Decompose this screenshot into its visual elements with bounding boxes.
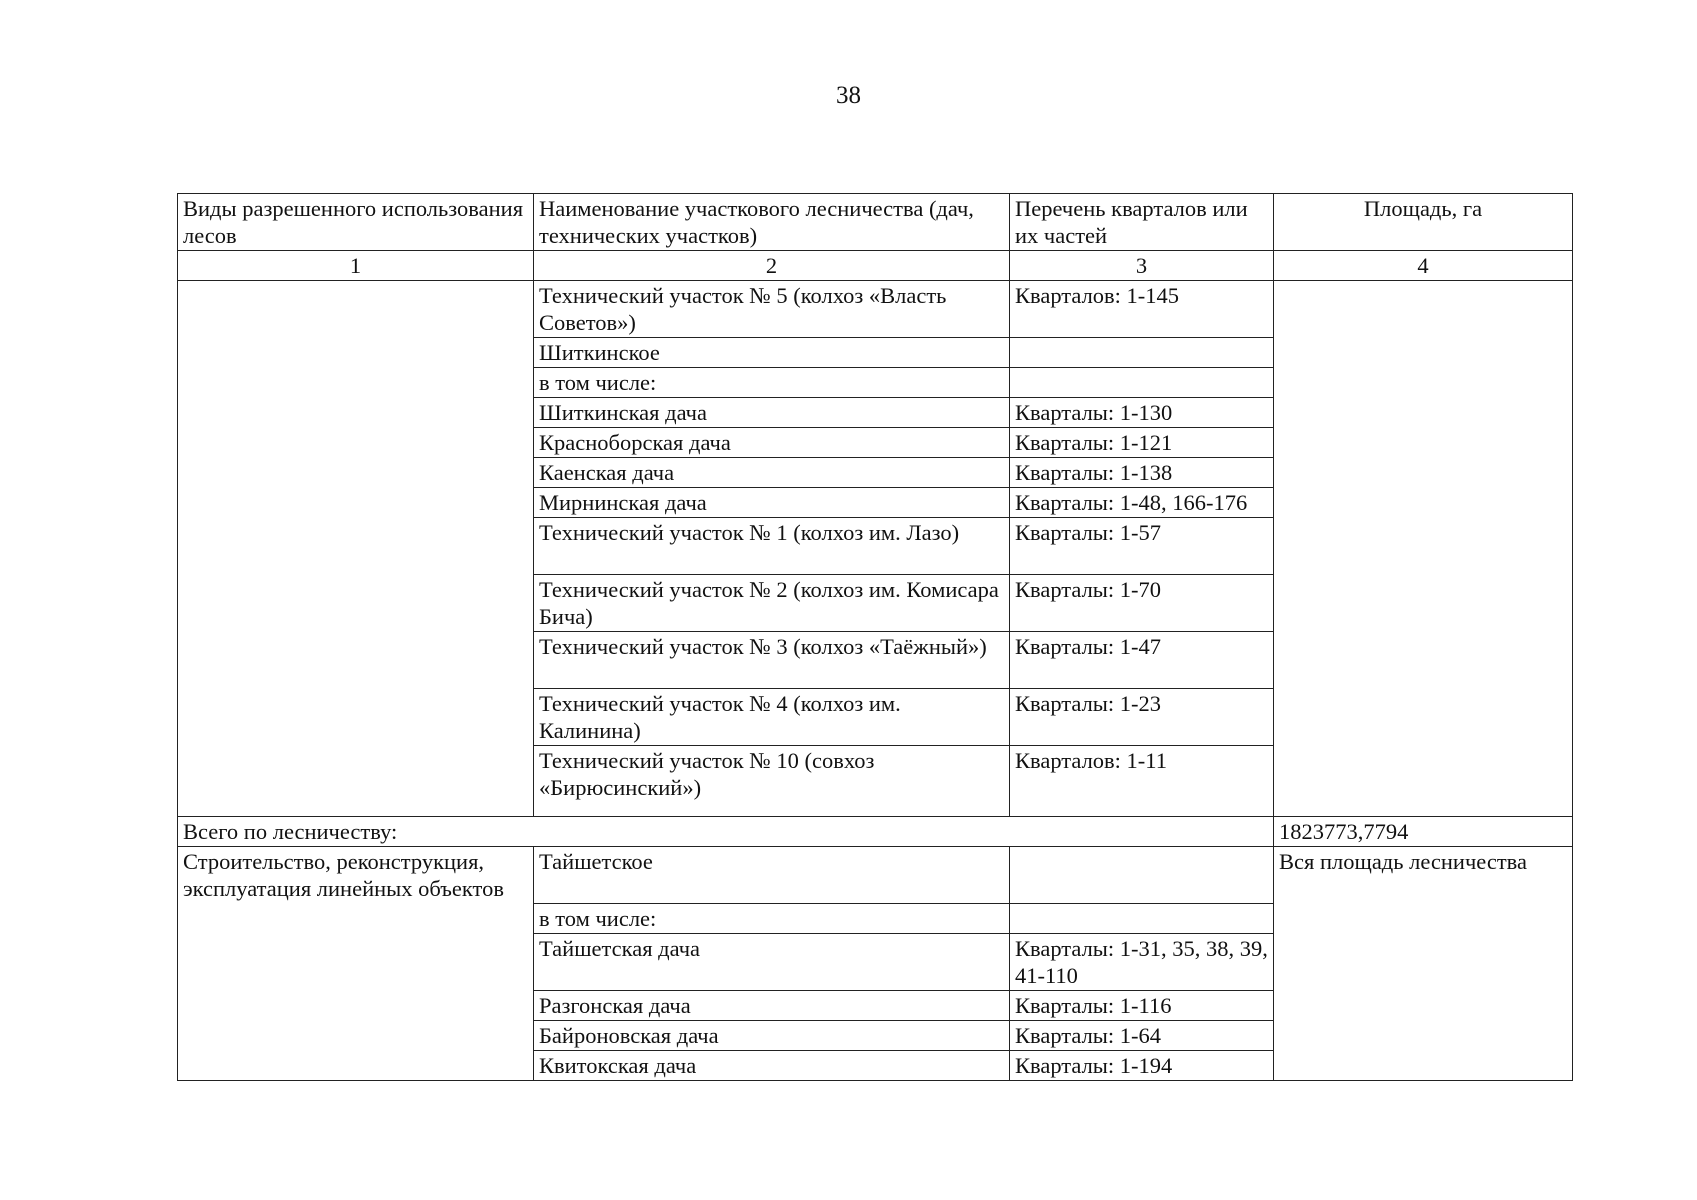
quarters-cell: Кварталы: 1-47 [1010,632,1274,689]
forestry-name-cell: Тайшетское [534,847,1010,904]
forestry-name-cell: Красноборская дача [534,428,1010,458]
quarters-cell: Кварталы: 1-121 [1010,428,1274,458]
forestry-name-cell: Технический участок № 10 (совхоз «Бирюсинский») [534,746,1010,803]
forestry-name-cell: Байроновская дача [534,1021,1010,1051]
quarters-cell: Кварталы: 1-48, 166-176 [1010,488,1274,518]
forestry-name-cell: Квитокская дача [534,1051,1010,1081]
forestry-name-cell: Технический участок № 1 (колхоз им. Лазо) [534,518,1010,575]
area-cell-empty [1274,281,1573,817]
area-cell: Вся площадь лесничества [1274,847,1573,1081]
forestry-name-cell: Технический участок № 3 (колхоз «Таёжный») [534,632,1010,689]
forestry-name-cell: Разгонская дача [534,991,1010,1021]
total-row [178,817,1573,847]
table-row [178,847,1573,904]
column-number: 4 [1274,251,1573,281]
quarters-cell: Кварталов: 1-145 [1010,281,1274,338]
spacer-cell [534,802,1010,817]
column-numbers-row [178,251,1573,281]
header-quarters: Перечень кварталов или их частей [1010,194,1274,251]
quarters-cell [1010,338,1274,368]
header-use-type: Виды разрешенного использования лесов [178,194,534,251]
quarters-cell: Кварталы: 1-130 [1010,398,1274,428]
total-value: 1823773,7794 [1274,817,1573,847]
column-number: 3 [1010,251,1274,281]
quarters-cell: Кварталы: 1-23 [1010,689,1274,746]
forestry-name-cell: Технический участок № 4 (колхоз им. Калинина) [534,689,1010,746]
page-number: 38 [836,82,861,109]
forestry-name-cell: Технический участок № 5 (колхоз «Власть Советов») [534,281,1010,338]
header-forestry-name: Наименование участкового лесничества (дач, технических участков) [534,194,1010,251]
quarters-cell: Кварталы: 1-138 [1010,458,1274,488]
quarters-cell: Кварталы: 1-194 [1010,1051,1274,1081]
forestry-name-cell: Тайшетская дача [534,934,1010,991]
quarters-cell: Кварталы: 1-31, 35, 38, 39, 41-110 [1010,934,1274,991]
forestry-name-cell: Шиткинская дача [534,398,1010,428]
total-label: Всего по лесничеству: [178,817,1274,847]
use-type-cell-empty [178,281,534,817]
spacer-cell [1010,802,1274,817]
use-type-cell: Строительство, реконструкция, эксплуатация линейных объектов [178,847,534,1081]
quarters-cell [1010,904,1274,934]
quarters-cell: Кварталы: 1-64 [1010,1021,1274,1051]
quarters-cell: Кварталы: 1-116 [1010,991,1274,1021]
forest-use-table [177,193,1573,1081]
forestry-name-cell: Шиткинское [534,338,1010,368]
column-number: 1 [178,251,534,281]
header-area: Площадь, га [1274,194,1573,251]
table-header-row [178,194,1573,251]
quarters-cell [1010,368,1274,398]
forestry-name-cell: в том числе: [534,904,1010,934]
quarters-cell [1010,847,1274,904]
table-row [178,281,1573,338]
column-number: 2 [534,251,1010,281]
forestry-name-cell: в том числе: [534,368,1010,398]
quarters-cell: Кварталы: 1-70 [1010,575,1274,632]
quarters-cell: Кварталов: 1-11 [1010,746,1274,803]
quarters-cell: Кварталы: 1-57 [1010,518,1274,575]
forestry-name-cell: Мирнинская дача [534,488,1010,518]
forestry-name-cell: Каенская дача [534,458,1010,488]
forestry-name-cell: Технический участок № 2 (колхоз им. Комисара Бича) [534,575,1010,632]
